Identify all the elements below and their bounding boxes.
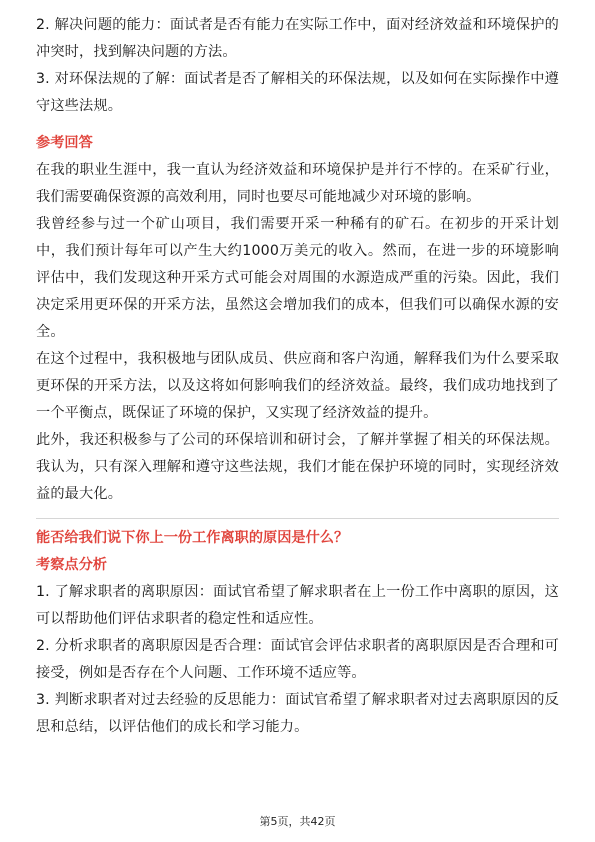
answer-paragraph-2: 我曾经参与过一个矿山项目，我们需要开采一种稀有的矿石。在初步的开采计划中，我们预计每年可以产生大约1000万美元的收入。然而，在进一步的环境影响评估中，我们发现这种开采方式可能会对周围的水源造成严重的污染。因此，我们决定采用更环保的开采方法，虽然这会增加我们的成本，但我们可以确保水源的安全。 xyxy=(36,216,559,340)
analysis-point-1: 1. 了解求职者的离职原因：面试官希望了解求职者在上一份工作中离职的原因，这可以帮助他们评估求职者的稳定性和适应性。 xyxy=(36,584,559,627)
page-content xyxy=(36,12,559,741)
answer-heading: 参考回答 xyxy=(36,135,93,151)
page-footer: 第5页，共42页 xyxy=(259,815,336,828)
prev-point-3: 3. 对环保法规的了解：面试者是否了解相关的环保法规，以及如何在实际操作中遵守这些法规。 xyxy=(36,71,559,114)
answer-paragraph-3: 在这个过程中，我积极地与团队成员、供应商和客户沟通，解释我们为什么要采取更环保的开采方法，以及这将如何影响我们的经济效益。最终，我们成功地找到了一个平衡点，既保证了环境的保护，又实现了经济效益的提升。 xyxy=(36,351,559,421)
analysis-point-2: 2. 分析求职者的离职原因是否合理：面试官会评估求职者的离职原因是否合理和可接受，例如是否存在个人问题、工作环境不适应等。 xyxy=(36,638,559,681)
section-divider xyxy=(36,518,559,519)
analysis-point-3: 3. 判断求职者对过去经验的反思能力：面试官希望了解求职者对过去离职原因的反思和总结，以评估他们的成长和学习能力。 xyxy=(36,692,559,735)
answer-paragraph-4: 此外，我还积极参与了公司的环保培训和研讨会，了解并掌握了相关的环保法规。我认为，只有深入理解和遵守这些法规，我们才能在保护环境的同时，实现经济效益的最大化。 xyxy=(36,432,559,502)
spacer xyxy=(36,120,559,130)
analysis-heading: 考察点分析 xyxy=(36,557,107,573)
question-title: 能否给我们说下你上一份工作离职的原因是什么？ xyxy=(36,530,349,546)
prev-point-2: 2. 解决问题的能力：面试者是否有能力在实际工作中，面对经济效益和环境保护的冲突时，找到解决问题的方法。 xyxy=(36,17,559,60)
answer-paragraph-1: 在我的职业生涯中，我一直认为经济效益和环境保护是并行不悖的。在采矿行业，我们需要确保资源的高效利用，同时也要尽可能地减少对环境的影响。 xyxy=(36,162,559,205)
